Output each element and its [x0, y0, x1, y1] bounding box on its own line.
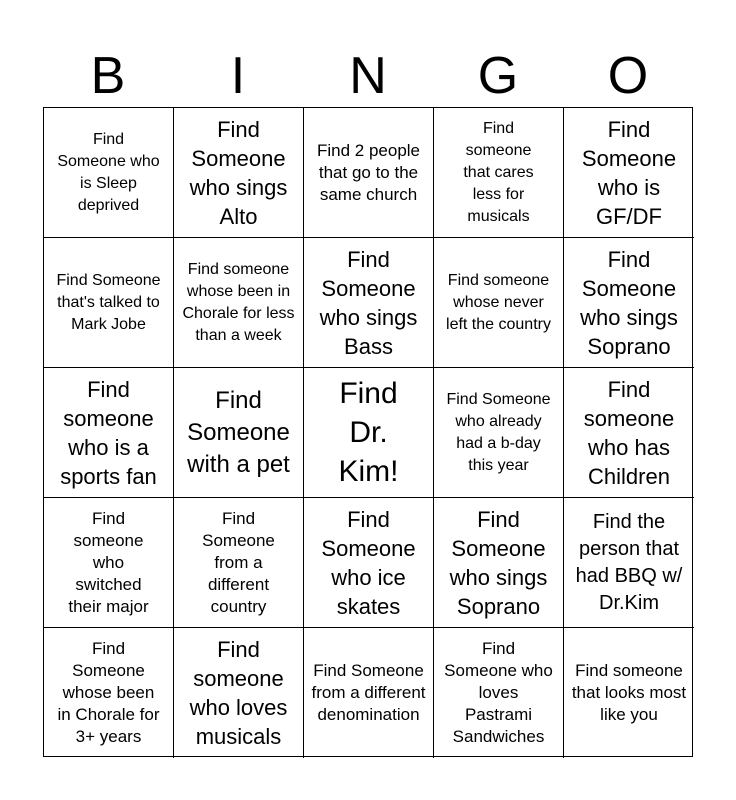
cell-text: Find someone that looks most like you: [571, 661, 687, 724]
cell-text: Find Dr. Kim!: [338, 377, 399, 488]
cell-text: Find Someone from a different country: [202, 508, 275, 616]
bingo-cell-r3-c2[interactable]: [174, 368, 304, 498]
bingo-cell-r4-c4[interactable]: [434, 498, 564, 628]
cell-text: Find someone whose never left the country: [446, 271, 551, 333]
bingo-board: [43, 107, 693, 757]
bingo-cell-r4-c1[interactable]: [44, 498, 174, 628]
header-letter-o: O: [607, 47, 649, 105]
cell-text: Find Someone who already had a b-day this year: [446, 390, 551, 474]
cell-text: Find Someone from a different denomination: [311, 661, 426, 724]
cell-text: Find Someone who is GF/DF: [581, 116, 677, 229]
bingo-cell-r5-c4[interactable]: [434, 628, 564, 758]
cell-text: Find Someone with a pet: [187, 386, 290, 478]
cell-text: Find 2 people that go to the same church: [316, 140, 421, 204]
cell-text: Find Someone who sings Bass: [319, 246, 418, 359]
cell-text: Find Someone who sings Soprano: [580, 246, 678, 359]
cell-text: Find someone that cares less for musicals: [463, 119, 534, 225]
cell-text: Find Someone who loves Pastrami Sandwiches: [444, 639, 553, 746]
cell-text: Find Someone who sings Soprano: [449, 506, 548, 619]
bingo-cell-r1-c5[interactable]: [564, 108, 694, 238]
header-letter-n: N: [349, 47, 387, 105]
bingo-header: [43, 46, 693, 106]
bingo-cell-r3-c1[interactable]: [44, 368, 174, 498]
bingo-cell-r4-c3[interactable]: [304, 498, 434, 628]
cell-text: Find Someone who ice skates: [321, 506, 416, 619]
header-letter-g: G: [477, 47, 519, 105]
bingo-cell-r1-c4[interactable]: [434, 108, 564, 238]
cell-text: Find Someone whose been in Chorale for 3+ years: [57, 639, 160, 746]
cell-text: Find Someone who sings Alto: [189, 116, 288, 229]
bingo-cell-r2-c1[interactable]: [44, 238, 174, 368]
bingo-cell-r2-c4[interactable]: [434, 238, 564, 368]
bingo-cell-r2-c2[interactable]: [174, 238, 304, 368]
cell-text: Find someone who loves musicals: [189, 637, 288, 749]
bingo-cell-r2-c5[interactable]: [564, 238, 694, 368]
header-letter-b: B: [90, 47, 126, 105]
cell-text: Find Someone that's talked to Mark Jobe: [56, 271, 161, 333]
bingo-cell-r3-c4[interactable]: [434, 368, 564, 498]
bingo-cell-r4-c5[interactable]: [564, 498, 694, 628]
bingo-cell-r3-c5[interactable]: [564, 368, 694, 498]
bingo-cell-r4-c2[interactable]: [174, 498, 304, 628]
cell-text: Find someone who has Children: [583, 376, 675, 489]
bingo-cell-r5-c1[interactable]: [44, 628, 174, 758]
bingo-cell-r5-c2[interactable]: [174, 628, 304, 758]
bingo-cell-r5-c3[interactable]: [304, 628, 434, 758]
cell-text: Find someone who is a sports fan: [60, 376, 157, 489]
cell-text: Find someone whose been in Chorale for less than a week: [182, 260, 295, 344]
bingo-cell-r1-c3[interactable]: [304, 108, 434, 238]
header-letter-i: I: [230, 47, 246, 105]
bingo-cell-r1-c2[interactable]: [174, 108, 304, 238]
bingo-cell-r1-c1[interactable]: [44, 108, 174, 238]
cell-text: Find the person that had BBQ w/ Dr.Kim: [575, 510, 683, 614]
cell-text: Find Someone who is Sleep deprived: [57, 130, 160, 214]
bingo-cell-r3-c3[interactable]: [304, 368, 434, 498]
bingo-cell-r2-c3[interactable]: [304, 238, 434, 368]
cell-text: Find someone who switched their major: [68, 508, 149, 616]
bingo-cell-r5-c5[interactable]: [564, 628, 694, 758]
